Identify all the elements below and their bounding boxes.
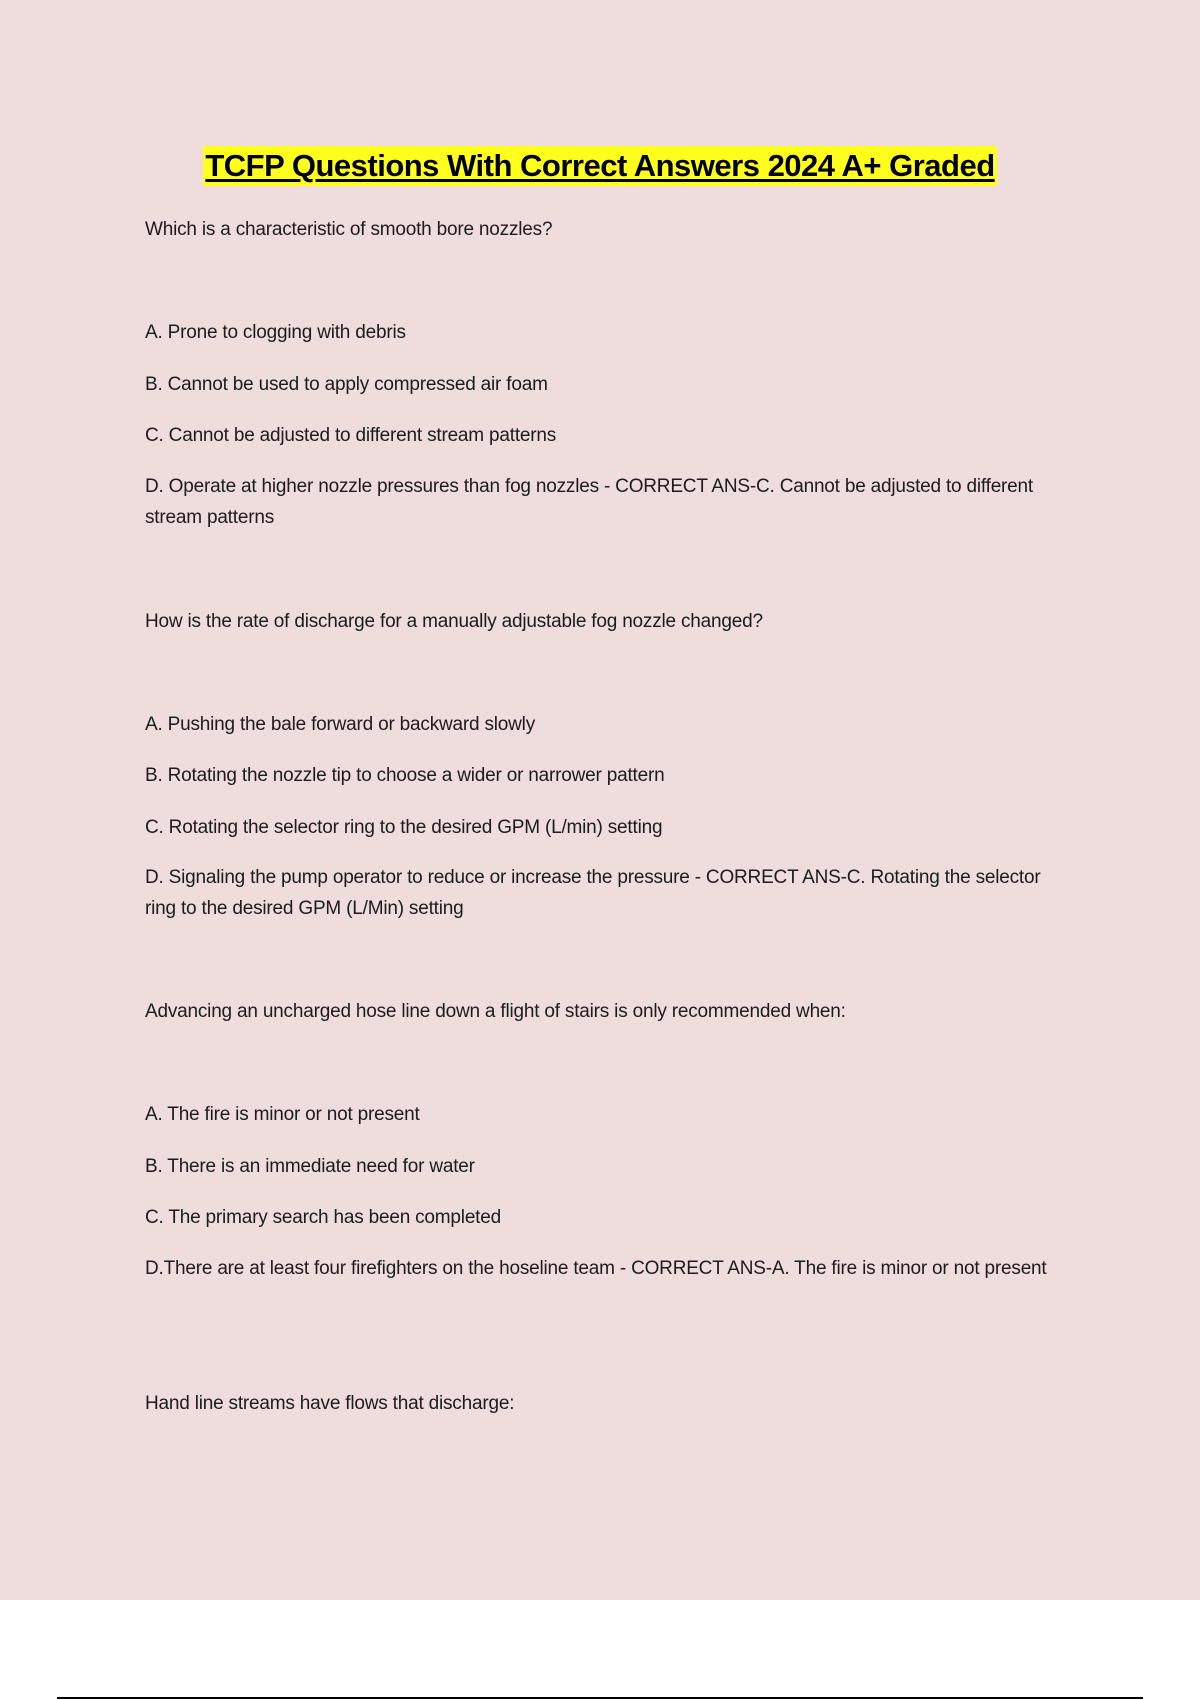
document-title: TCFP Questions With Correct Answers 2024 A+ Graded bbox=[203, 146, 996, 186]
question-1-text: Which is a characteristic of smooth bore nozzles? bbox=[145, 219, 553, 240]
question-3-option-b: B. There is an immediate need for water bbox=[145, 1156, 475, 1177]
question-2-option-b: B. Rotating the nozzle tip to choose a wider or narrower pattern bbox=[145, 765, 665, 786]
question-3-option-d-answer: D.There are at least four firefighters on the hoseline team - CORRECT ANS-A. The fire is minor or not present bbox=[145, 1258, 1047, 1279]
question-3-text: Advancing an uncharged hose line down a flight of stairs is only recommended when: bbox=[145, 1001, 846, 1022]
question-1-option-b: B. Cannot be used to apply compressed air foam bbox=[145, 374, 548, 395]
question-1-option-d-answer: D. Operate at higher nozzle pressures than fog nozzles - CORRECT ANS-C. Cannot be adjusted to different stream patterns bbox=[145, 476, 1033, 528]
question-1-option-a: A. Prone to clogging with debris bbox=[145, 322, 406, 343]
title-container bbox=[0, 146, 1200, 186]
question-2-option-a: A. Pushing the bale forward or backward slowly bbox=[145, 714, 535, 735]
question-3-option-c: C. The primary search has been completed bbox=[145, 1207, 501, 1228]
footer-rule bbox=[57, 1697, 1143, 1699]
question-4-text: Hand line streams have flows that discharge: bbox=[145, 1393, 515, 1414]
question-2-option-d-answer: D. Signaling the pump operator to reduce or increase the pressure - CORRECT ANS-C. Rotating the selector ring to the desired GPM (L/Min) setting bbox=[145, 867, 1041, 919]
question-1-option-c: C. Cannot be adjusted to different stream patterns bbox=[145, 425, 557, 446]
question-2-text: How is the rate of discharge for a manually adjustable fog nozzle changed? bbox=[145, 611, 763, 632]
question-2-option-c: C. Rotating the selector ring to the desired GPM (L/min) setting bbox=[145, 817, 663, 838]
question-3-option-a: A. The fire is minor or not present bbox=[145, 1104, 420, 1125]
